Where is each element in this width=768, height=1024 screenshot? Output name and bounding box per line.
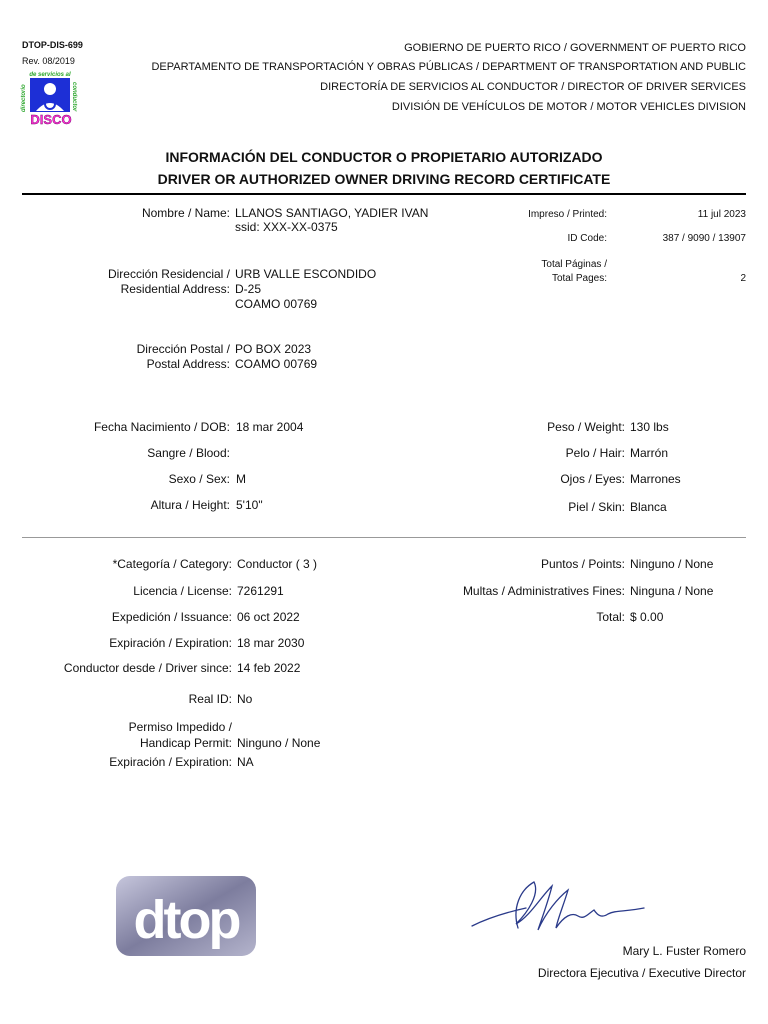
- logo-text-right: conductor: [71, 82, 77, 112]
- total-label: Total:: [596, 610, 625, 624]
- real-id-value: No: [237, 692, 253, 706]
- eyes-label: Ojos / Eyes:: [560, 472, 625, 486]
- agency-line-3: DIRECTORÍA DE SERVICIOS AL CONDUCTOR / DIRECTOR OF DRIVER SERVICES: [320, 81, 746, 93]
- postal-address-label-es: Dirección Postal /: [136, 342, 230, 356]
- category-label: *Categoría / Category:: [112, 557, 232, 571]
- total-pages-label-es: Total Páginas /: [541, 259, 607, 270]
- postal-address-label-en: Postal Address:: [146, 357, 230, 371]
- category-value: Conductor ( 3 ): [237, 557, 318, 571]
- blood-label: Sangre / Blood:: [147, 446, 230, 460]
- signer-name: Mary L. Fuster Romero: [622, 944, 746, 958]
- handicap-permit-label-en: Handicap Permit:: [139, 736, 232, 750]
- residential-address-line2: D-25: [235, 282, 262, 296]
- fines-value: Ninguna / None: [630, 584, 714, 598]
- total-value: $ 0.00: [630, 610, 664, 624]
- height-label: Altura / Height:: [150, 498, 230, 512]
- agency-line-1: GOBIERNO DE PUERTO RICO / GOVERNMENT OF PUERTO RICO: [404, 42, 746, 54]
- printed-value: 11 jul 2023: [697, 209, 746, 220]
- hair-value: Marrón: [630, 446, 669, 460]
- seal-wordmark: dtop: [133, 890, 239, 950]
- handicap-expiration-label: Expiración / Expiration:: [109, 755, 232, 769]
- handicap-permit-value: Ninguno / None: [237, 736, 321, 750]
- weight-value: 130 lbs: [630, 420, 669, 434]
- signer-title: Directora Ejecutiva / Executive Director: [537, 966, 746, 980]
- page-title-en: DRIVER OR AUTHORIZED OWNER DRIVING RECORD CERTIFICATE: [157, 171, 611, 187]
- fines-label: Multas / Administratives Fines:: [462, 584, 625, 598]
- id-code-value: 387 / 9090 / 13907: [662, 233, 746, 244]
- signature-image: [468, 868, 648, 938]
- expiration-value: 18 mar 2030: [237, 636, 305, 650]
- total-pages-value: 2: [740, 273, 746, 284]
- page-title-es: INFORMACIÓN DEL CONDUCTOR O PROPIETARIO AUTORIZADO: [165, 149, 603, 165]
- postal-address-line1: PO BOX 2023: [235, 342, 312, 356]
- logo-wordmark: DISCO: [30, 112, 72, 127]
- weight-label: Peso / Weight:: [547, 420, 625, 434]
- section-divider: [22, 537, 746, 538]
- agency-line-2: DEPARTAMENTO DE TRANSPORTACIÓN Y OBRAS PÚBLICAS / DEPARTMENT OF TRANSPORTATION AND PUBLIC: [151, 61, 746, 73]
- points-value: Ninguno / None: [630, 557, 714, 571]
- form-code: DTOP-DIS-699: [22, 40, 83, 50]
- driver-since-value: 14 feb 2022: [237, 661, 301, 675]
- real-id-label: Real ID:: [188, 692, 232, 706]
- height-value: 5'10": [236, 498, 263, 512]
- agency-line-4: DIVISIÓN DE VEHÍCULOS DE MOTOR / MOTOR VEHICLES DIVISION: [391, 101, 746, 113]
- residential-address-label-es: Dirección Residencial /: [107, 267, 230, 281]
- sex-value: M: [236, 472, 246, 486]
- residential-address-line1: URB VALLE ESCONDIDO: [235, 267, 377, 281]
- id-code-label: ID Code:: [567, 233, 607, 244]
- expiration-label: Expiración / Expiration:: [109, 636, 232, 650]
- postal-address-line2: COAMO 00769: [235, 357, 318, 371]
- handicap-expiration-value: NA: [237, 755, 254, 769]
- dtop-seal-logo: [112, 872, 260, 960]
- residential-address-line3: COAMO 00769: [235, 297, 318, 311]
- name-label: Nombre / Name:: [141, 206, 230, 220]
- name-value: LLANOS SANTIAGO, YADIER IVAN: [235, 206, 429, 220]
- sex-label: Sexo / Sex:: [168, 472, 230, 486]
- logo-text-top: de servicios al: [29, 72, 71, 78]
- title-divider: [22, 193, 746, 195]
- form-revision: Rev. 08/2019: [22, 56, 75, 66]
- dob-label: Fecha Nacimiento / DOB:: [93, 420, 230, 434]
- issuance-label: Expedición / Issuance:: [111, 610, 232, 624]
- eyes-value: Marrones: [630, 472, 681, 486]
- handicap-permit-label-es: Permiso Impedido /: [128, 720, 232, 734]
- skin-value: Blanca: [630, 500, 667, 514]
- license-label: Licencia / License:: [133, 584, 232, 598]
- printed-label: Impreso / Printed:: [528, 209, 607, 220]
- hair-label: Pelo / Hair:: [565, 446, 625, 460]
- total-pages-label-en: Total Pages:: [551, 273, 607, 284]
- disco-logo: [18, 68, 82, 128]
- skin-label: Piel / Skin:: [568, 500, 625, 514]
- driver-since-label: Conductor desde / Driver since:: [63, 661, 232, 675]
- issuance-value: 06 oct 2022: [237, 610, 300, 624]
- points-label: Puntos / Points:: [540, 557, 625, 571]
- license-value: 7261291: [237, 584, 284, 598]
- logo-text-left: directorio: [21, 84, 27, 112]
- dob-value: 18 mar 2004: [236, 420, 304, 434]
- residential-address-label-en: Residential Address:: [120, 282, 230, 296]
- ssid-value: ssid: XXX-XX-0375: [235, 220, 338, 234]
